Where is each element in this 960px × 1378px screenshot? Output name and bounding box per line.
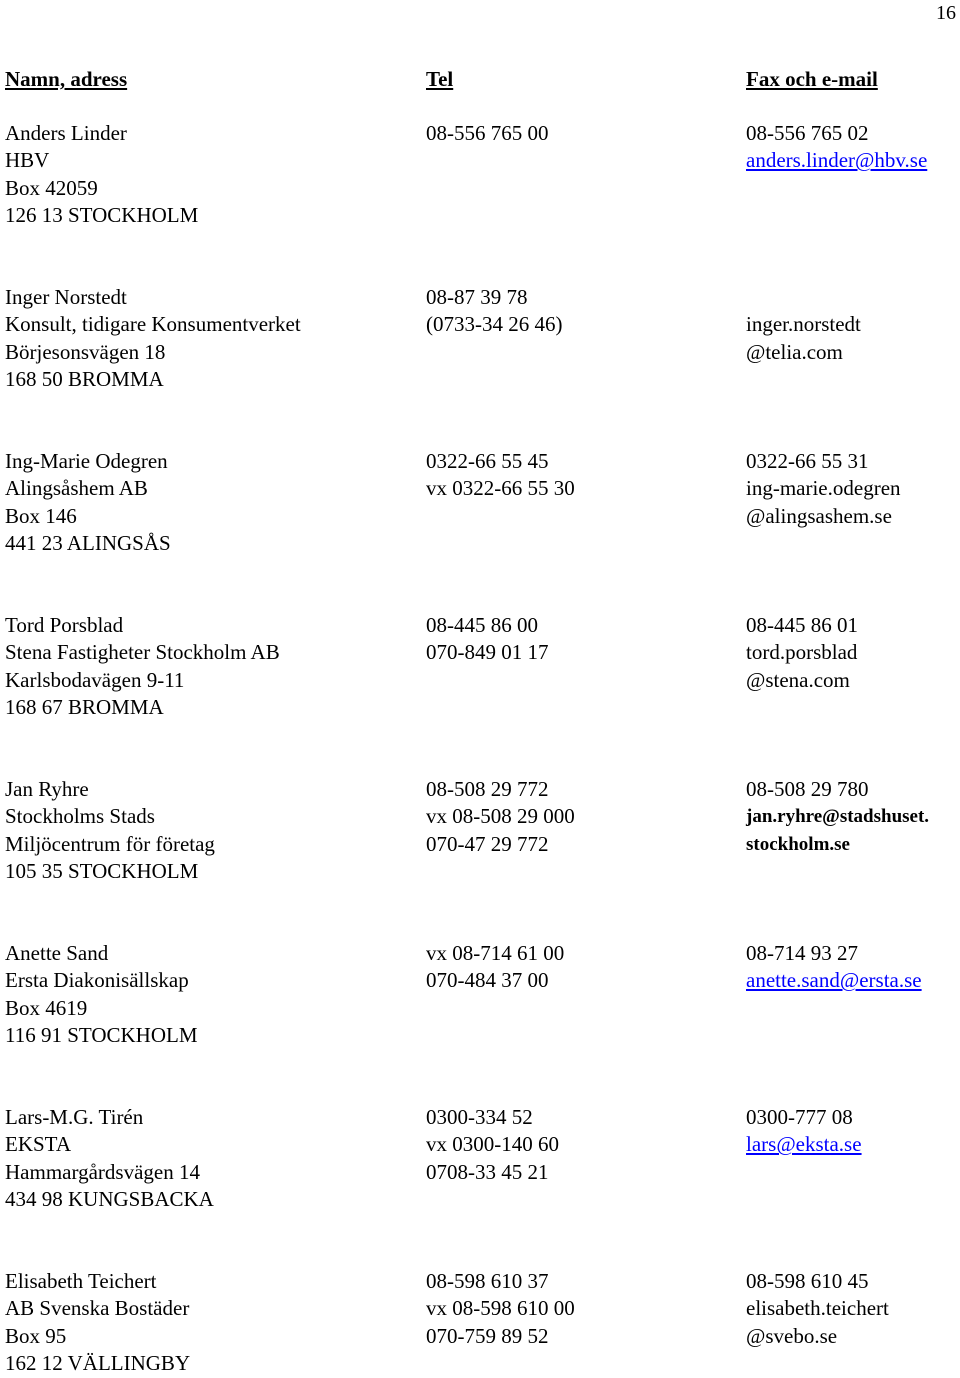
postal-address: 168 50 BROMMA	[5, 367, 164, 392]
address-block	[5, 1268, 190, 1378]
organization: Stockholms Stads	[5, 804, 155, 829]
postal-address: 162 12 VÄLLINGBY	[5, 1351, 191, 1376]
contact-entry	[0, 1104, 960, 1214]
contact-name: Elisabeth Teichert	[5, 1269, 157, 1293]
phone: vx 08-714 61 00	[426, 941, 565, 965]
email-part: @alingsashem.se	[746, 503, 892, 528]
phone: 08-598 610 37	[426, 1269, 549, 1293]
phone: 08-445 86 00	[426, 613, 538, 637]
street-address: Börjesonsvägen 18	[5, 339, 166, 364]
page-number: 16	[936, 2, 956, 24]
phone: 0300-334 52	[426, 1105, 533, 1129]
street-address: Box 146	[5, 503, 77, 528]
address-block	[5, 1104, 214, 1214]
street-address: Miljöcentrum för företag	[5, 831, 215, 856]
tel-block	[426, 1268, 575, 1350]
postal-address: 168 67 BROMMA	[5, 695, 164, 720]
street-address: Karlsbodavägen 9-11	[5, 667, 185, 692]
fax: 0300-777 08	[746, 1105, 853, 1129]
organization: Stena Fastigheter Stockholm AB	[5, 640, 280, 665]
contact-entry	[0, 940, 960, 1050]
tel-block	[426, 776, 575, 858]
postal-address: 116 91 STOCKHOLM	[5, 1023, 198, 1048]
email-part: elisabeth.teichert	[746, 1296, 889, 1321]
phone: vx 08-598 610 00	[426, 1296, 575, 1321]
contact-entry	[0, 284, 960, 394]
contact-entry	[0, 1268, 960, 1378]
fax-email-block	[746, 776, 929, 858]
fax-email-block	[746, 284, 861, 366]
contact-entry	[0, 776, 960, 886]
street-address: Box 95	[5, 1323, 67, 1348]
contact-name: Inger Norstedt	[5, 285, 127, 309]
fax-email-block	[746, 940, 922, 995]
fax: 08-598 610 45	[746, 1269, 869, 1293]
fax	[746, 284, 861, 311]
fax-email-block	[746, 120, 927, 175]
fax-email-block	[746, 1268, 889, 1350]
email-link[interactable]: anette.sand@ersta.se	[746, 968, 922, 993]
address-block	[5, 120, 198, 230]
contact-entry	[0, 612, 960, 722]
tel-block	[426, 284, 562, 339]
fax: 08-445 86 01	[746, 613, 858, 637]
header-fax: Fax och e-mail	[746, 67, 878, 91]
fax: 08-508 29 780	[746, 777, 869, 801]
fax: 0322-66 55 31	[746, 449, 869, 473]
phone: 070-484 37 00	[426, 968, 549, 993]
address-block	[5, 448, 171, 558]
phone: 0708-33 45 21	[426, 1159, 549, 1184]
header-tel: Tel	[426, 67, 454, 91]
email-part: ing-marie.odegren	[746, 476, 901, 501]
email-part: inger.norstedt	[746, 312, 861, 337]
fax-email-block	[746, 448, 901, 530]
tel-block	[426, 612, 549, 667]
contact-entry	[0, 120, 960, 230]
address-block	[5, 940, 198, 1050]
phone: (0733-34 26 46)	[426, 312, 563, 337]
fax: 08-714 93 27	[746, 941, 858, 965]
postal-address: 434 98 KUNGSBACKA	[5, 1187, 214, 1212]
fax-email-block	[746, 1104, 862, 1159]
contact-name: Jan Ryhre	[5, 777, 89, 801]
organization: AB Svenska Bostäder	[5, 1296, 190, 1321]
email-part: @svebo.se	[746, 1323, 838, 1348]
organization: Alingsåshem AB	[5, 476, 148, 501]
contact-name: Tord Porsblad	[5, 613, 124, 637]
postal-address: 105 35 STOCKHOLM	[5, 859, 199, 884]
tel-block	[426, 1104, 559, 1186]
phone: 08-508 29 772	[426, 777, 549, 801]
header-name: Namn, adress	[5, 67, 128, 91]
table-header	[0, 66, 960, 94]
contact-name: Lars-M.G. Tirén	[5, 1105, 144, 1129]
address-block	[5, 776, 215, 886]
email-part: @stena.com	[746, 667, 850, 692]
phone: 070-759 89 52	[426, 1323, 549, 1348]
organization: EKSTA	[5, 1132, 71, 1157]
tel-block	[426, 120, 549, 147]
phone: vx 0322-66 55 30	[426, 476, 575, 501]
street-address: Hammargårdsvägen 14	[5, 1159, 200, 1184]
email-part: jan.ryhre@stadshuset.	[746, 806, 930, 828]
address-block	[5, 612, 280, 722]
postal-address: 126 13 STOCKHOLM	[5, 203, 199, 228]
phone: 070-849 01 17	[426, 640, 549, 665]
email-link[interactable]: lars@eksta.se	[746, 1132, 862, 1157]
organization: Ersta Diakonisällskap	[5, 968, 189, 993]
organization: Konsult, tidigare Konsumentverket	[5, 312, 301, 337]
contact-name: Anders Linder	[5, 121, 127, 145]
tel-block	[426, 448, 575, 503]
email-part: @telia.com	[746, 339, 843, 364]
phone: 08-87 39 78	[426, 285, 528, 309]
address-block	[5, 284, 301, 394]
postal-address: 441 23 ALINGSÅS	[5, 531, 171, 556]
email-part: stockholm.se	[746, 833, 850, 855]
email-part: tord.porsblad	[746, 640, 858, 665]
street-address: Box 4619	[5, 995, 88, 1020]
contact-name: Ing-Marie Odegren	[5, 449, 168, 473]
contact-name: Anette Sand	[5, 941, 109, 965]
contact-entry	[0, 448, 960, 558]
tel-block	[426, 940, 564, 995]
phone: vx 0300-140 60	[426, 1132, 559, 1157]
fax: 08-556 765 02	[746, 121, 869, 145]
phone: 0322-66 55 45	[426, 449, 549, 473]
organization: HBV	[5, 148, 50, 173]
phone: 08-556 765 00	[426, 121, 549, 145]
fax-email-block	[746, 612, 858, 694]
phone: 070-47 29 772	[426, 831, 549, 856]
email-link[interactable]: anders.linder@hbv.se	[746, 148, 928, 173]
street-address: Box 42059	[5, 175, 98, 200]
phone: vx 08-508 29 000	[426, 804, 575, 829]
